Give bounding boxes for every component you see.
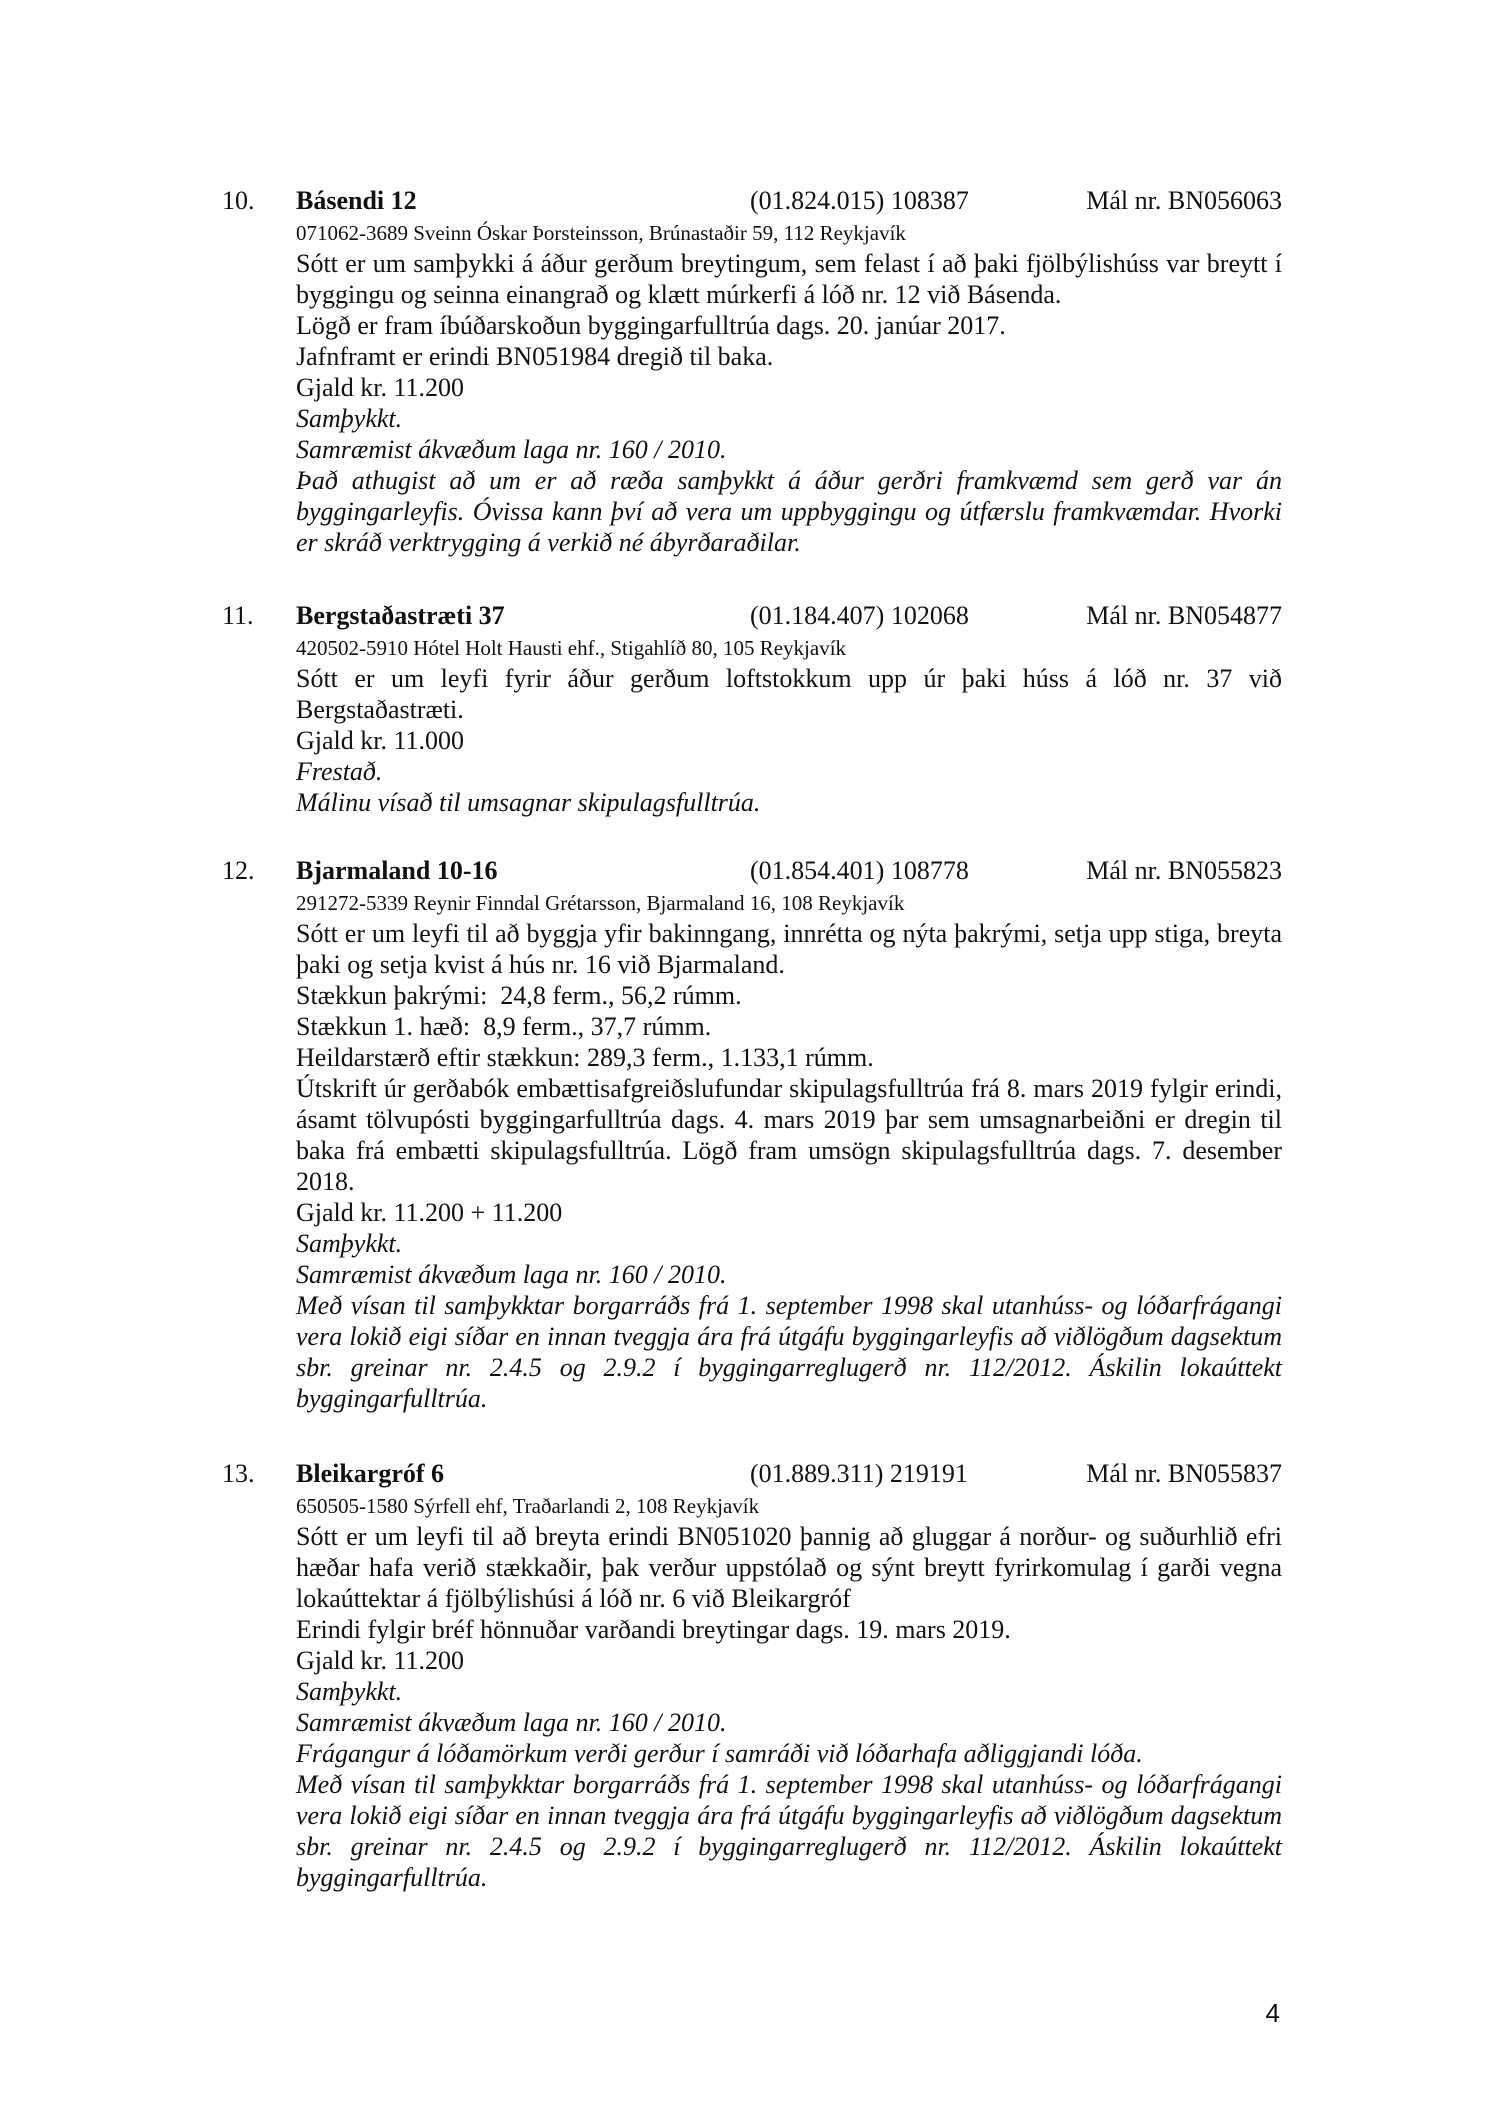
entry-header	[222, 184, 1282, 218]
entry-applicant: 291272-5339 Reynir Finndal Grétarsson, Bjarmaland 16, 108 Reykjavík	[296, 891, 905, 915]
entry-law-reference: Samræmist ákvæðum laga nr. 160 / 2010.	[296, 435, 727, 464]
entry-law-reference: Samræmist ákvæðum laga nr. 160 / 2010.	[296, 1260, 727, 1289]
entry-bleikargrof-6	[222, 1457, 1282, 1893]
entry-area-line: Stækkun þakrými: 24,8 ferm., 56,2 rúmm.	[296, 981, 742, 1010]
entry-lot-number: (01.889.311) 219191	[750, 1459, 968, 1488]
entry-bergstadastraeti-37	[222, 599, 1282, 818]
entry-applicant: 650505-1580 Sýrfell ehf, Traðarlandi 2, 108 Reykjavík	[296, 1494, 760, 1518]
entry-body	[296, 218, 1282, 558]
entry-text-line: Jafnframt er erindi BN051984 dregið til baka.	[296, 342, 774, 371]
entry-description: Sótt er um leyfi fyrir áður gerðum loftstokkum upp úr þaki húss á lóð nr. 37 við Bergstaðastræti.	[296, 664, 1282, 724]
entry-fee: Gjald kr. 11.200 + 11.200	[296, 1198, 563, 1227]
entry-case-number: Mál nr. BN055837	[1086, 1459, 1282, 1488]
entry-decision: Samþykkt.	[296, 1677, 403, 1706]
entry-number: 10.	[222, 186, 255, 215]
entry-header	[222, 599, 1282, 633]
entry-address: Bjarmaland 10-16	[296, 856, 498, 885]
entry-applicant: 420502-5910 Hótel Holt Hausti ehf., Stigahlíð 80, 105 Reykjavík	[296, 636, 847, 660]
entry-bjarmaland-10-16	[222, 854, 1282, 1414]
entry-note: Málinu vísað til umsagnar skipulagsfulltrúa.	[296, 788, 761, 817]
entry-number: 12.	[222, 856, 255, 885]
entry-fee: Gjald kr. 11.200	[296, 1646, 465, 1675]
entry-lot-number: (01.854.401) 108778	[750, 856, 969, 885]
entry-address: Bergstaðastræti 37	[296, 601, 505, 630]
entry-number: 13.	[222, 1459, 255, 1488]
entry-case-number: Mál nr. BN054877	[1086, 601, 1282, 630]
entry-header	[222, 1457, 1282, 1491]
entry-note: Með vísan til samþykktar borgarráðs frá 1. september 1998 skal utanhúss- og lóðarfrágangi vera lokið eigi síðar en innan tveggja ára frá útgáfu byggingarleyfis að viðlögðum dagsektum sbr. greinar nr. 2.4.5 og 2.9.2 í byggingarreglugerð nr. 112/2012. Áskilin lokaúttekt byggingarfulltrúa.	[296, 1770, 1282, 1892]
entry-note: Frágangur á lóðamörkum verði gerður í samráði við lóðarhafa aðliggjandi lóða.	[296, 1739, 1143, 1768]
entry-basendi-12	[222, 184, 1282, 558]
entry-note: Með vísan til samþykktar borgarráðs frá 1. september 1998 skal utanhúss- og lóðarfrágangi vera lokið eigi síðar en innan tveggja ára frá útgáfu byggingarleyfis að viðlögðum dagsektum sbr. greinar nr. 2.4.5 og 2.9.2 í byggingarreglugerð nr. 112/2012. Áskilin lokaúttekt byggingarfulltrúa.	[296, 1291, 1282, 1413]
entry-decision: Frestað.	[296, 757, 383, 786]
page-number: 4	[1265, 1998, 1280, 2028]
entry-text-line: Lögð er fram íbúðarskoðun byggingarfulltrúa dags. 20. janúar 2017.	[296, 311, 1006, 340]
entry-address: Básendi 12	[296, 186, 417, 215]
entry-case-number: Mál nr. BN055823	[1086, 856, 1282, 885]
entry-decision: Samþykkt.	[296, 1229, 403, 1258]
entry-area-line: Heildarstærð eftir stækkun: 289,3 ferm., 1.133,1 rúmm.	[296, 1043, 874, 1072]
entry-description-extra: Útskrift úr gerðabók embættisafgreiðslufundar skipulagsfulltrúa frá 8. mars 2019 fylgir erindi, ásamt tölvupósti byggingarfulltrúa dags. 4. mars 2019 þar sem umsagnarbeiðni er dregin til baka frá embætti skipulagsfulltrúa. Lögð fram umsögn skipulagsfulltrúa dags. 7. desember 2018.	[296, 1074, 1282, 1196]
entry-case-number: Mál nr. BN056063	[1086, 186, 1282, 215]
entry-header	[222, 854, 1282, 888]
entry-applicant: 071062-3689 Sveinn Óskar Þorsteinsson, Brúnastaðir 59, 112 Reykjavík	[296, 221, 906, 245]
entry-text-line: Erindi fylgir bréf hönnuðar varðandi breytingar dags. 19. mars 2019.	[296, 1615, 1011, 1644]
entry-lot-number: (01.824.015) 108387	[750, 186, 969, 215]
entry-lot-number: (01.184.407) 102068	[750, 601, 969, 630]
entry-description: Sótt er um samþykki á áður gerðum breytingum, sem felast í að þaki fjölbýlishúss var breytt í byggingu og seinna einangrað og klætt múrkerfi á lóð nr. 12 við Básenda.	[296, 249, 1282, 309]
entry-fee: Gjald kr. 11.200	[296, 373, 465, 402]
entry-body	[296, 1491, 1282, 1893]
entry-decision: Samþykkt.	[296, 404, 403, 433]
entry-description: Sótt er um leyfi til að byggja yfir bakinngang, innrétta og nýta þakrými, setja upp stiga, breyta þaki og setja kvist á hús nr. 16 við Bjarmaland.	[296, 919, 1282, 979]
entry-area-line: Stækkun 1. hæð: 8,9 ferm., 37,7 rúmm.	[296, 1012, 712, 1041]
entry-body	[296, 633, 1282, 818]
entry-number: 11.	[222, 601, 254, 630]
entry-description: Sótt er um leyfi til að breyta erindi BN051020 þannig að gluggar á norður- og suðurhlið efri hæðar hafa verið stækkaðir, þak verður uppstólað og sýnt breytt fyrirkomulag í garði vegna lokaúttektar á fjölbýlishúsi á lóð nr. 6 við Bleikargróf	[296, 1522, 1282, 1613]
entry-law-reference: Samræmist ákvæðum laga nr. 160 / 2010.	[296, 1708, 727, 1737]
entry-fee: Gjald kr. 11.000	[296, 726, 465, 755]
entry-note: Það athugist að um er að ræða samþykkt á áður gerðri framkvæmd sem gerð var án byggingarleyfis. Óvissa kann því að vera um uppbyggingu og útfærslu framkvæmdar. Hvorki er skráð verktrygging á verkið né ábyrðaraðilar.	[296, 466, 1282, 557]
entry-body	[296, 888, 1282, 1414]
entry-address: Bleikargróf 6	[296, 1459, 445, 1488]
